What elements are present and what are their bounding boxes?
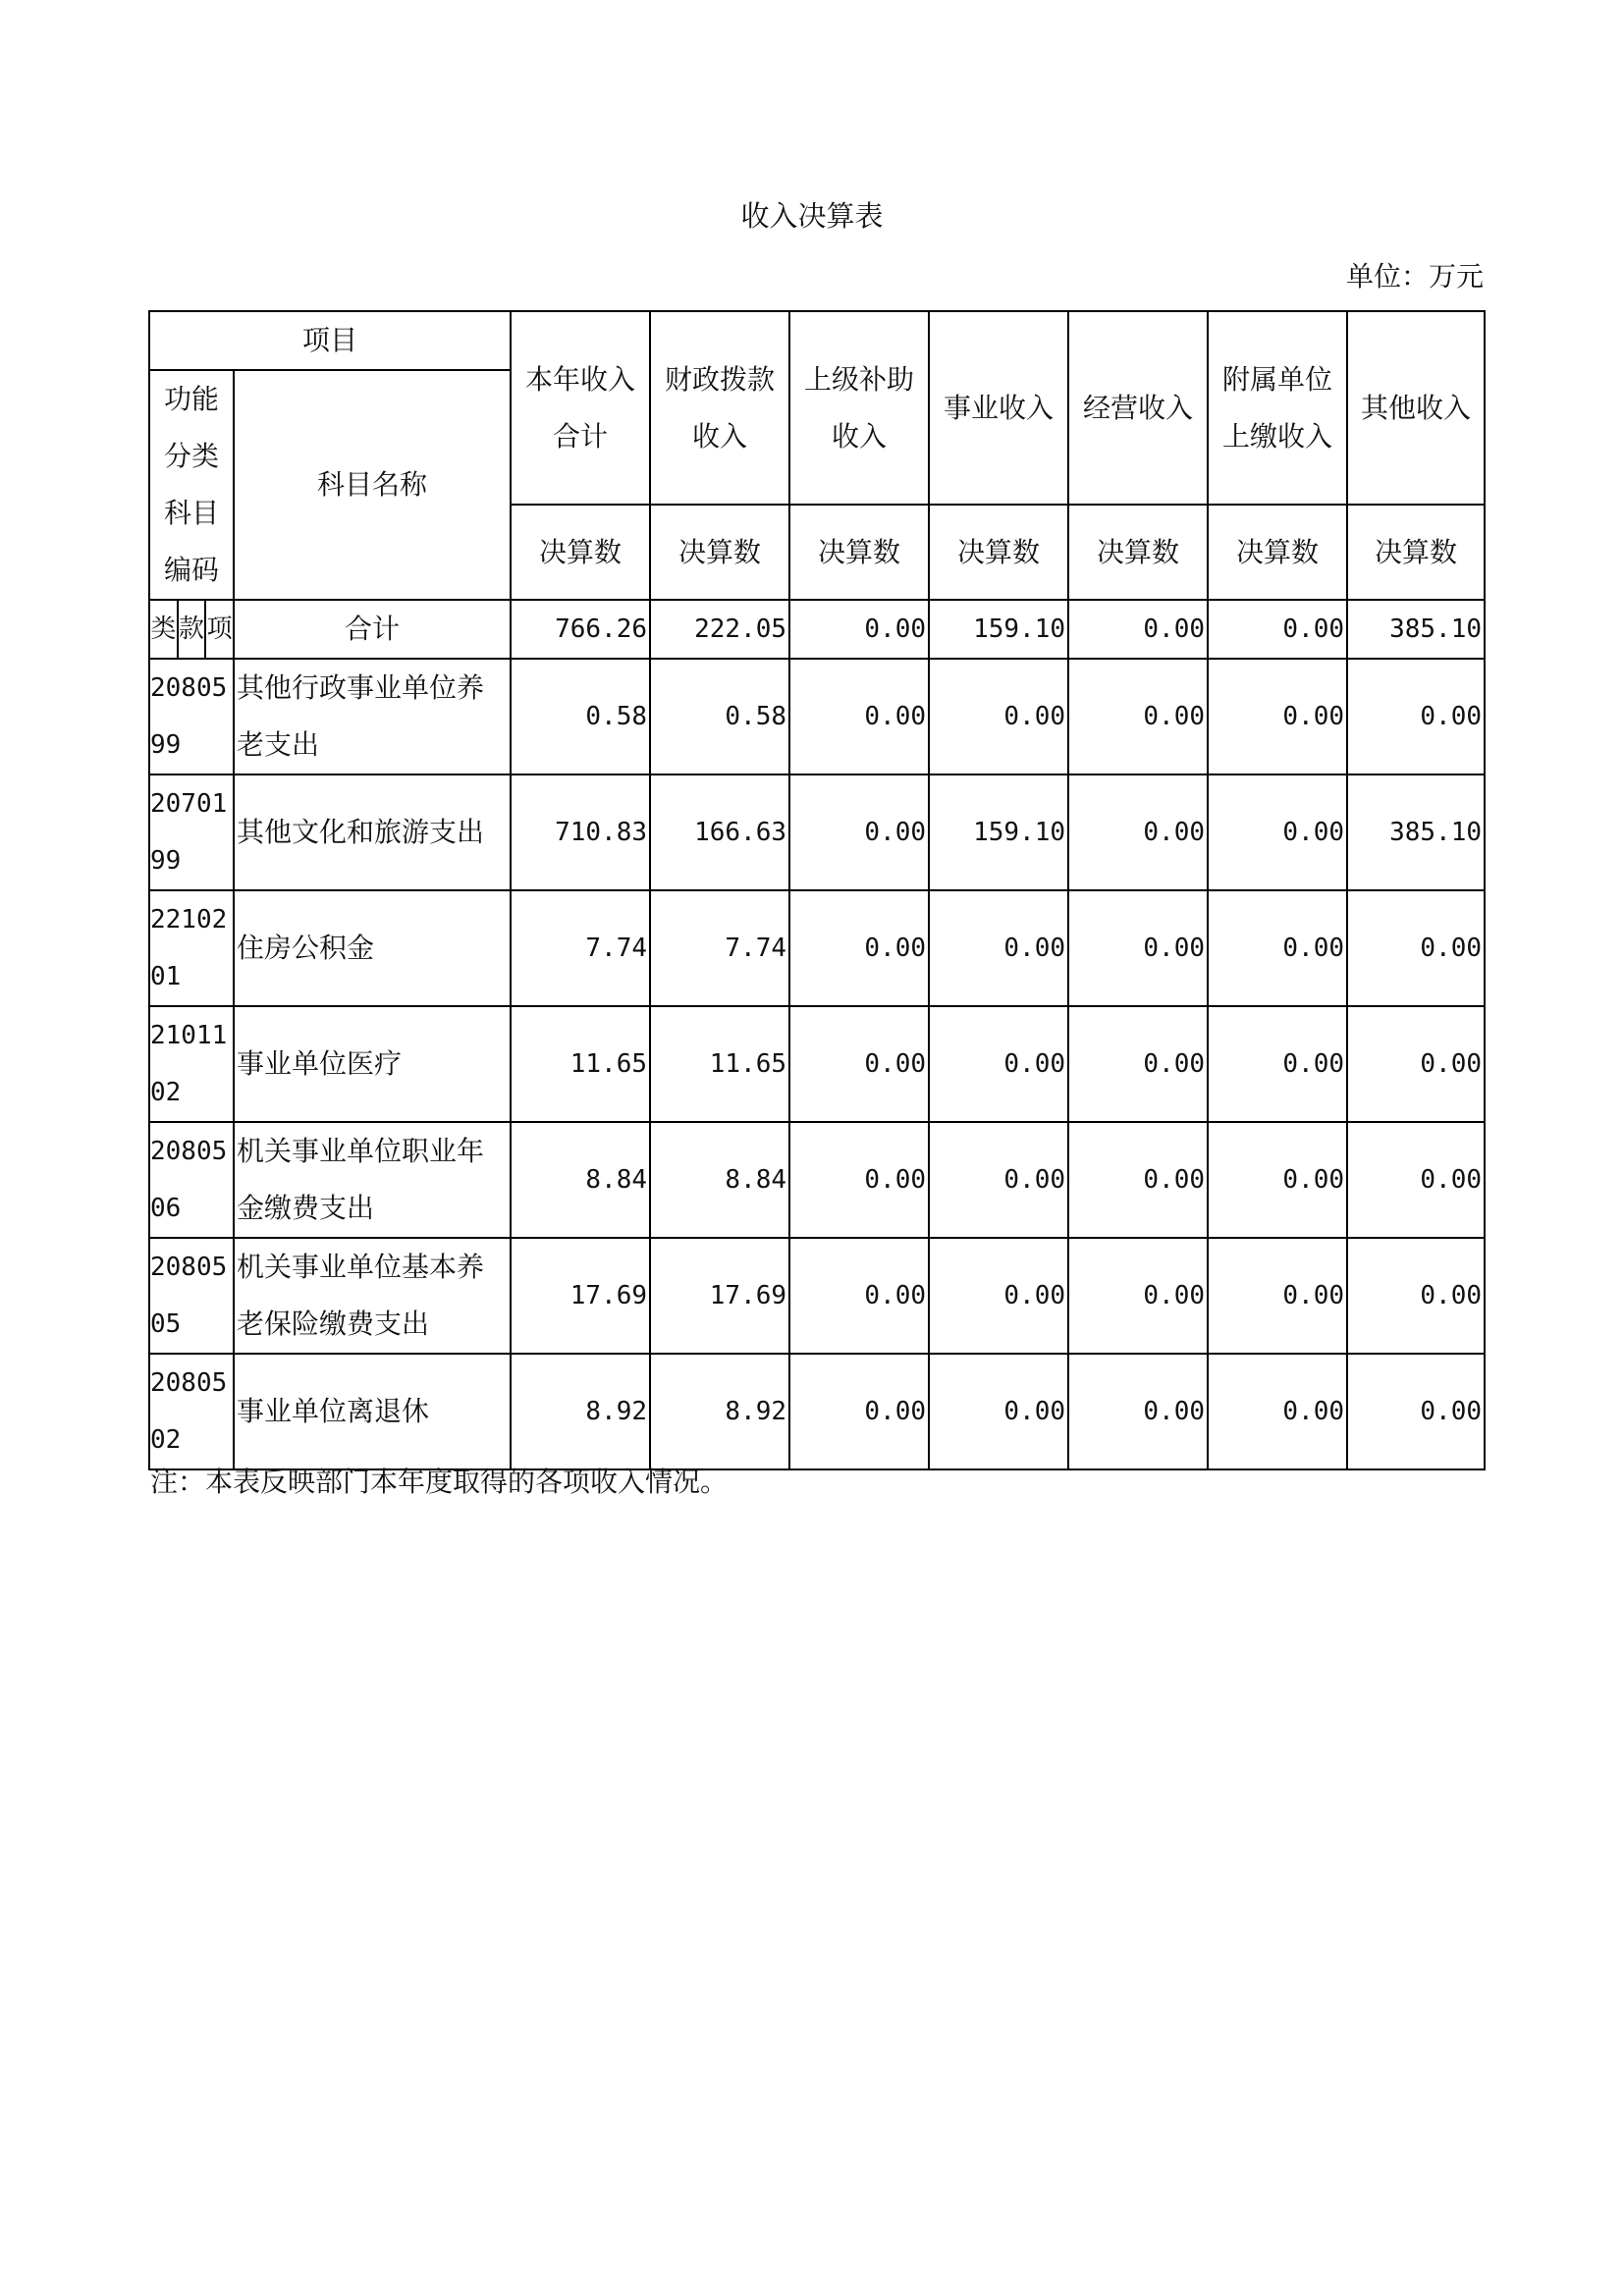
total-value: 0.00 <box>1068 600 1208 659</box>
row-value: 7.74 <box>650 890 789 1006</box>
code-parts-cell <box>149 600 234 659</box>
header-sub: 决算数 <box>1347 505 1485 600</box>
row-value: 17.69 <box>511 1238 650 1354</box>
row-value: 0.00 <box>929 890 1068 1006</box>
row-value: 8.92 <box>511 1354 650 1469</box>
income-table <box>148 310 1486 1470</box>
code-part-kuan: 款 <box>179 601 207 658</box>
row-value: 166.63 <box>650 774 789 890</box>
row-value: 0.00 <box>1068 1122 1208 1238</box>
row-value: 17.69 <box>650 1238 789 1354</box>
header-col-operation <box>1068 311 1208 505</box>
row-value: 0.00 <box>789 1238 929 1354</box>
row-value: 0.00 <box>789 1122 929 1238</box>
row-name <box>234 1006 511 1122</box>
row-value: 0.00 <box>1347 659 1485 774</box>
row-value: 0.00 <box>929 1122 1068 1238</box>
total-value: 385.10 <box>1347 600 1485 659</box>
row-code-line: 02 <box>150 1425 182 1455</box>
table-row <box>149 1122 1485 1238</box>
row-name <box>234 774 511 890</box>
total-label: 合计 <box>234 600 511 659</box>
row-value: 0.00 <box>1068 890 1208 1006</box>
row-name-line: 老支出 <box>237 728 320 761</box>
total-value: 222.05 <box>650 600 789 659</box>
row-name-line: 事业单位医疗 <box>237 1047 403 1080</box>
row-value: 0.00 <box>929 659 1068 774</box>
row-name-line: 机关事业单位职业年 <box>237 1135 485 1167</box>
row-value: 159.10 <box>929 774 1068 890</box>
header-code-label-4: 编码 <box>163 554 219 586</box>
row-name <box>234 1238 511 1354</box>
header-col-superior-line1: 上级补助 <box>804 362 915 396</box>
row-code-line: 99 <box>150 846 182 876</box>
row-value: 0.00 <box>1068 1238 1208 1354</box>
row-value: 0.00 <box>929 1006 1068 1122</box>
header-sub: 决算数 <box>650 505 789 600</box>
header-col-fiscal-line1: 财政拨款 <box>665 362 776 396</box>
table-row <box>149 659 1485 774</box>
header-project: 项目 <box>149 311 511 370</box>
row-value: 385.10 <box>1347 774 1485 890</box>
header-sub: 决算数 <box>511 505 650 600</box>
row-name-line: 机关事业单位基本养 <box>237 1251 485 1283</box>
row-value: 8.92 <box>650 1354 789 1469</box>
row-value: 0.58 <box>650 659 789 774</box>
row-name-line: 其他文化和旅游支出 <box>237 816 485 848</box>
table-row <box>149 774 1485 890</box>
total-row <box>149 600 1485 659</box>
row-value: 0.00 <box>1208 1006 1347 1122</box>
row-value: 0.00 <box>1068 774 1208 890</box>
row-code-line: 20805 <box>150 1137 228 1166</box>
row-value: 0.58 <box>511 659 650 774</box>
row-code-line: 99 <box>150 730 182 760</box>
total-value: 0.00 <box>1208 600 1347 659</box>
row-code <box>149 774 234 890</box>
header-code-label-1: 功能 <box>163 383 219 415</box>
row-code <box>149 1238 234 1354</box>
row-name <box>234 1122 511 1238</box>
total-value: 0.00 <box>789 600 929 659</box>
row-code-line: 20701 <box>150 789 228 819</box>
row-code-line: 02 <box>150 1078 182 1107</box>
total-value: 159.10 <box>929 600 1068 659</box>
row-value: 7.74 <box>511 890 650 1006</box>
code-part-xiang: 项 <box>206 614 233 644</box>
row-code-line: 01 <box>150 962 182 991</box>
header-sub: 决算数 <box>789 505 929 600</box>
header-col-other-line1: 其他收入 <box>1361 391 1472 424</box>
row-value: 710.83 <box>511 774 650 890</box>
row-code-line: 22102 <box>150 905 228 934</box>
row-value: 0.00 <box>1347 1006 1485 1122</box>
row-value: 0.00 <box>1347 1354 1485 1469</box>
row-code-line: 06 <box>150 1194 182 1223</box>
row-value: 11.65 <box>511 1006 650 1122</box>
table-row <box>149 1238 1485 1354</box>
row-name <box>234 1354 511 1469</box>
header-col-fiscal-line2: 收入 <box>692 419 748 453</box>
row-name-line: 事业单位离退休 <box>237 1395 430 1427</box>
row-value: 0.00 <box>1068 1006 1208 1122</box>
row-code-line: 20805 <box>150 1368 228 1398</box>
row-code-line: 20805 <box>150 1253 228 1282</box>
header-code-label-2: 分类 <box>163 440 219 472</box>
row-code-line: 21011 <box>150 1021 228 1050</box>
header-code-label-3: 科目 <box>163 497 219 529</box>
table-note: 注：本表反映部门本年度取得的各项收入情况。 <box>150 1466 729 1498</box>
table-row <box>149 1006 1485 1122</box>
row-value: 0.00 <box>789 1006 929 1122</box>
row-value: 0.00 <box>1208 774 1347 890</box>
row-name <box>234 659 511 774</box>
header-sub: 决算数 <box>929 505 1068 600</box>
header-col-fiscal <box>650 311 789 505</box>
table-row <box>149 890 1485 1006</box>
header-col-total <box>511 311 650 505</box>
row-name-line: 其他行政事业单位养 <box>237 671 485 704</box>
row-value: 0.00 <box>1347 1238 1485 1354</box>
row-code <box>149 659 234 774</box>
code-part-lei: 类 <box>150 601 179 658</box>
row-value: 11.65 <box>650 1006 789 1122</box>
row-value: 0.00 <box>1068 1354 1208 1469</box>
row-value: 0.00 <box>1068 659 1208 774</box>
row-value: 0.00 <box>929 1238 1068 1354</box>
row-value: 0.00 <box>1208 1238 1347 1354</box>
row-name-line: 住房公积金 <box>237 932 375 964</box>
header-name-label: 科目名称 <box>234 370 511 600</box>
header-col-superior-line2: 收入 <box>832 419 888 453</box>
header-col-superior <box>789 311 929 505</box>
header-col-other <box>1347 311 1485 505</box>
row-value: 0.00 <box>789 890 929 1006</box>
page-title: 收入决算表 <box>740 199 884 233</box>
row-code <box>149 1006 234 1122</box>
row-value: 0.00 <box>1347 1122 1485 1238</box>
row-value: 0.00 <box>789 659 929 774</box>
header-col-business <box>929 311 1068 505</box>
unit-label: 单位：万元 <box>1345 260 1484 293</box>
header-sub: 决算数 <box>1208 505 1347 600</box>
row-value: 0.00 <box>1208 1122 1347 1238</box>
header-col-affiliated <box>1208 311 1347 505</box>
header-sub: 决算数 <box>1068 505 1208 600</box>
row-code-line: 05 <box>150 1309 182 1339</box>
row-value: 0.00 <box>1208 1354 1347 1469</box>
header-col-total-line1: 本年收入 <box>525 362 636 396</box>
header-col-affiliated-line1: 附属单位 <box>1222 362 1333 396</box>
row-name-line: 老保险缴费支出 <box>237 1308 430 1340</box>
row-value: 0.00 <box>789 774 929 890</box>
total-value: 766.26 <box>511 600 650 659</box>
row-value: 0.00 <box>1347 890 1485 1006</box>
row-name <box>234 890 511 1006</box>
header-col-total-line2: 合计 <box>553 419 609 453</box>
row-value: 0.00 <box>1208 890 1347 1006</box>
header-code-label <box>149 370 234 600</box>
header-col-business-line1: 事业收入 <box>944 391 1055 424</box>
row-code <box>149 1122 234 1238</box>
row-code <box>149 890 234 1006</box>
row-value: 0.00 <box>1208 659 1347 774</box>
row-value: 0.00 <box>929 1354 1068 1469</box>
header-col-affiliated-line2: 上缴收入 <box>1222 419 1333 453</box>
row-code-line: 20805 <box>150 673 228 703</box>
row-value: 8.84 <box>650 1122 789 1238</box>
row-value: 8.84 <box>511 1122 650 1238</box>
row-value: 0.00 <box>789 1354 929 1469</box>
row-name-line: 金缴费支出 <box>237 1192 375 1224</box>
header-col-operation-line1: 经营收入 <box>1083 391 1194 424</box>
table-row <box>149 1354 1485 1469</box>
row-code <box>149 1354 234 1469</box>
